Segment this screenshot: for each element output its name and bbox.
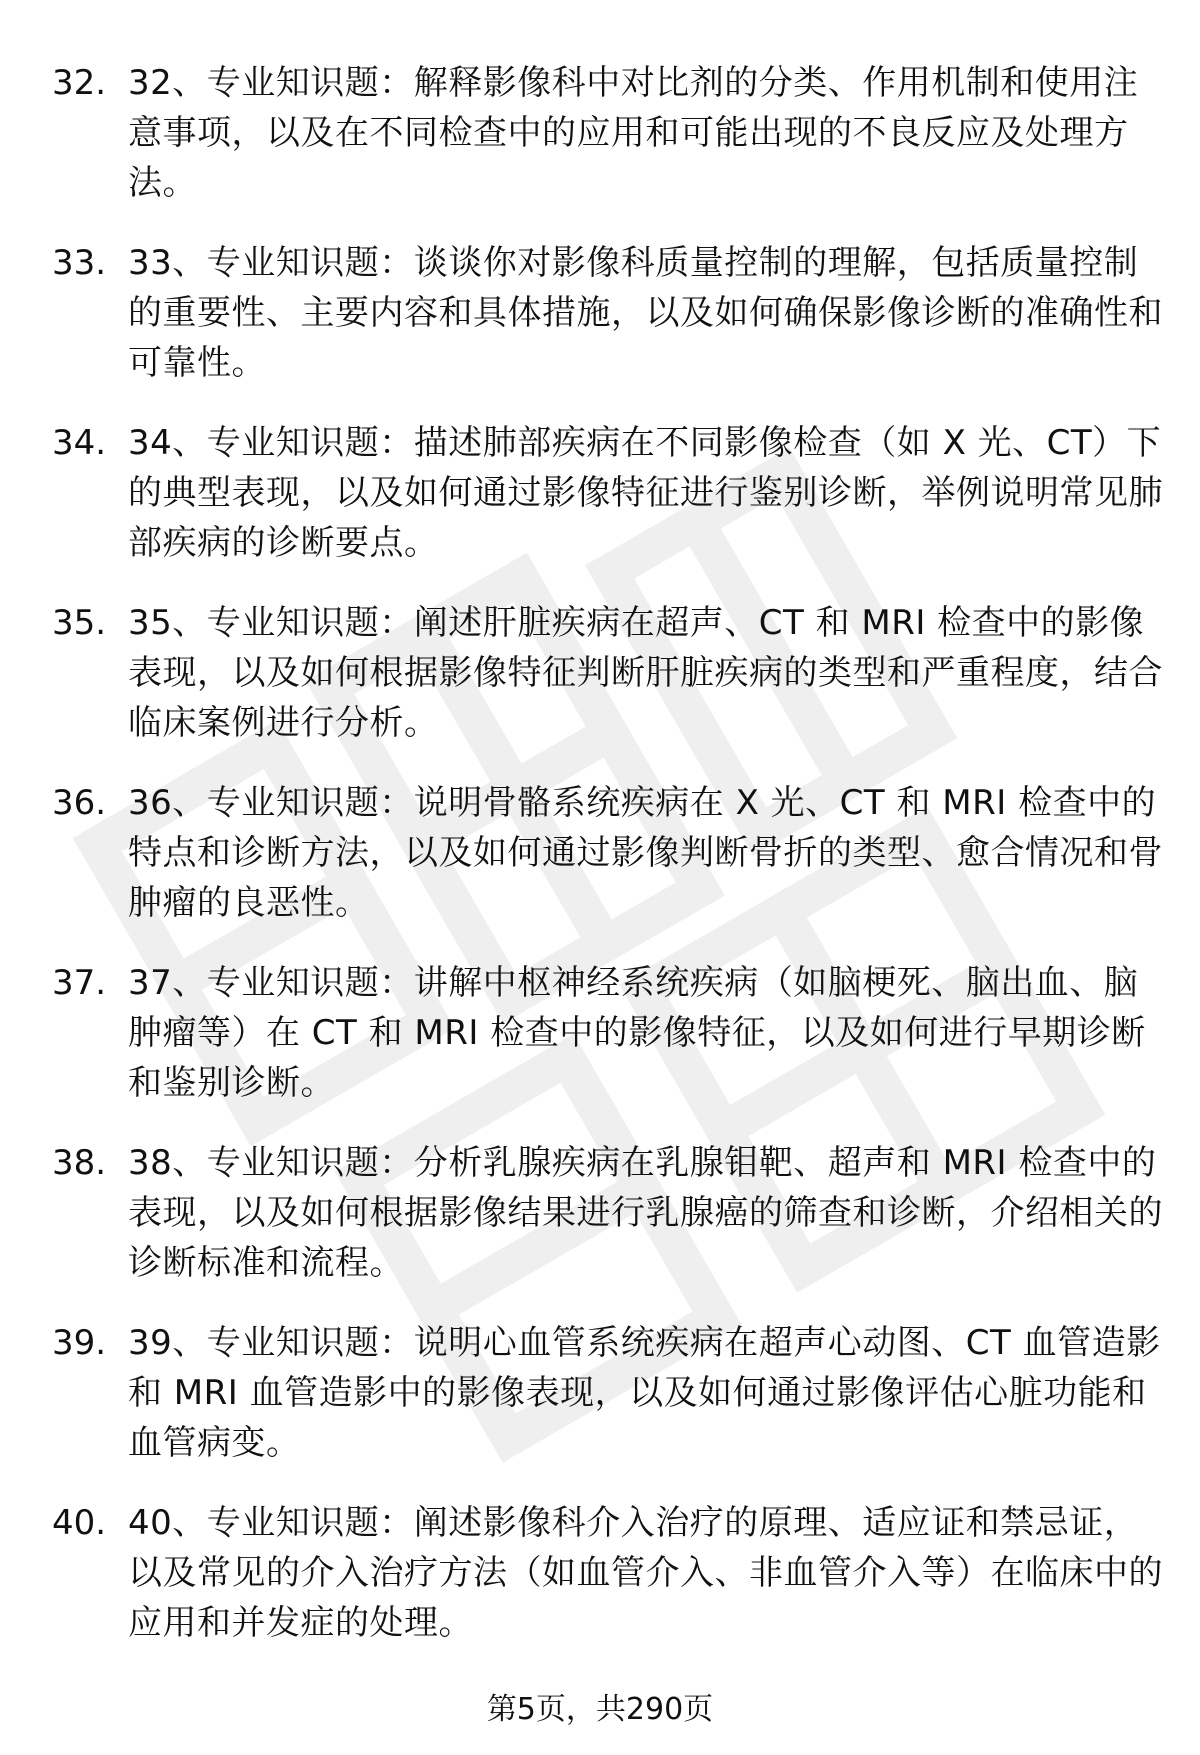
- question-text: 35、专业知识题：阐述肝脏疾病在超声、CT 和 MRI 检查中的影像表现，以及如何根据影像特征判断肝脏疾病的类型和严重程度，结合临床案例进行分析。: [128, 603, 1163, 743]
- question-number: 33.: [52, 243, 107, 283]
- question-item: [0, 778, 1200, 958]
- question-item: [0, 1318, 1200, 1498]
- question-number: 40.: [52, 1503, 107, 1543]
- question-item: [0, 238, 1200, 418]
- question-number: 36.: [52, 783, 107, 823]
- question-number: 37.: [52, 963, 107, 1003]
- question-item: [0, 958, 1200, 1138]
- question-item: [0, 1138, 1200, 1318]
- question-text: 34、专业知识题：描述肺部疾病在不同影像检查（如 X 光、CT）下的典型表现，以及如何通过影像特征进行鉴别诊断，举例说明常见肺部疾病的诊断要点。: [128, 423, 1163, 563]
- question-item: [0, 598, 1200, 778]
- question-text: 40、专业知识题：阐述影像科介入治疗的原理、适应证和禁忌证，以及常见的介入治疗方法（如血管介入、非血管介入等）在临床中的应用和并发症的处理。: [128, 1503, 1163, 1643]
- question-text: 38、专业知识题：分析乳腺疾病在乳腺钼靶、超声和 MRI 检查中的表现，以及如何根据影像结果进行乳腺癌的筛查和诊断，介绍相关的诊断标准和流程。: [128, 1143, 1163, 1283]
- question-item: [0, 1498, 1200, 1678]
- question-text: 39、专业知识题：说明心血管系统疾病在超声心动图、CT 血管造影和 MRI 血管造影中的影像表现，以及如何通过影像评估心脏功能和血管病变。: [128, 1323, 1161, 1463]
- question-item: [0, 58, 1200, 238]
- question-number: 38.: [52, 1143, 107, 1183]
- question-item: [0, 418, 1200, 598]
- page-number-label: 第5页，共290页: [486, 1692, 714, 1727]
- page-footer: [0, 1690, 1200, 1730]
- question-text: 32、专业知识题：解释影像科中对比剂的分类、作用机制和使用注意事项，以及在不同检查中的应用和可能出现的不良反应及处理方法。: [128, 63, 1139, 203]
- question-number: 34.: [52, 423, 107, 463]
- question-number: 39.: [52, 1323, 107, 1363]
- question-number: 32.: [52, 63, 107, 103]
- question-number: 35.: [52, 603, 107, 643]
- question-text: 36、专业知识题：说明骨骼系统疾病在 X 光、CT 和 MRI 检查中的特点和诊断方法，以及如何通过影像判断骨折的类型、愈合情况和骨肿瘤的良恶性。: [128, 783, 1163, 923]
- question-list: [0, 58, 1200, 1678]
- question-text: 37、专业知识题：讲解中枢神经系统疾病（如脑梗死、脑出血、脑肿瘤等）在 CT 和 MRI 检查中的影像特征，以及如何进行早期诊断和鉴别诊断。: [128, 963, 1146, 1103]
- question-text: 33、专业知识题：谈谈你对影像科质量控制的理解，包括质量控制的重要性、主要内容和具体措施，以及如何确保影像诊断的准确性和可靠性。: [128, 243, 1163, 383]
